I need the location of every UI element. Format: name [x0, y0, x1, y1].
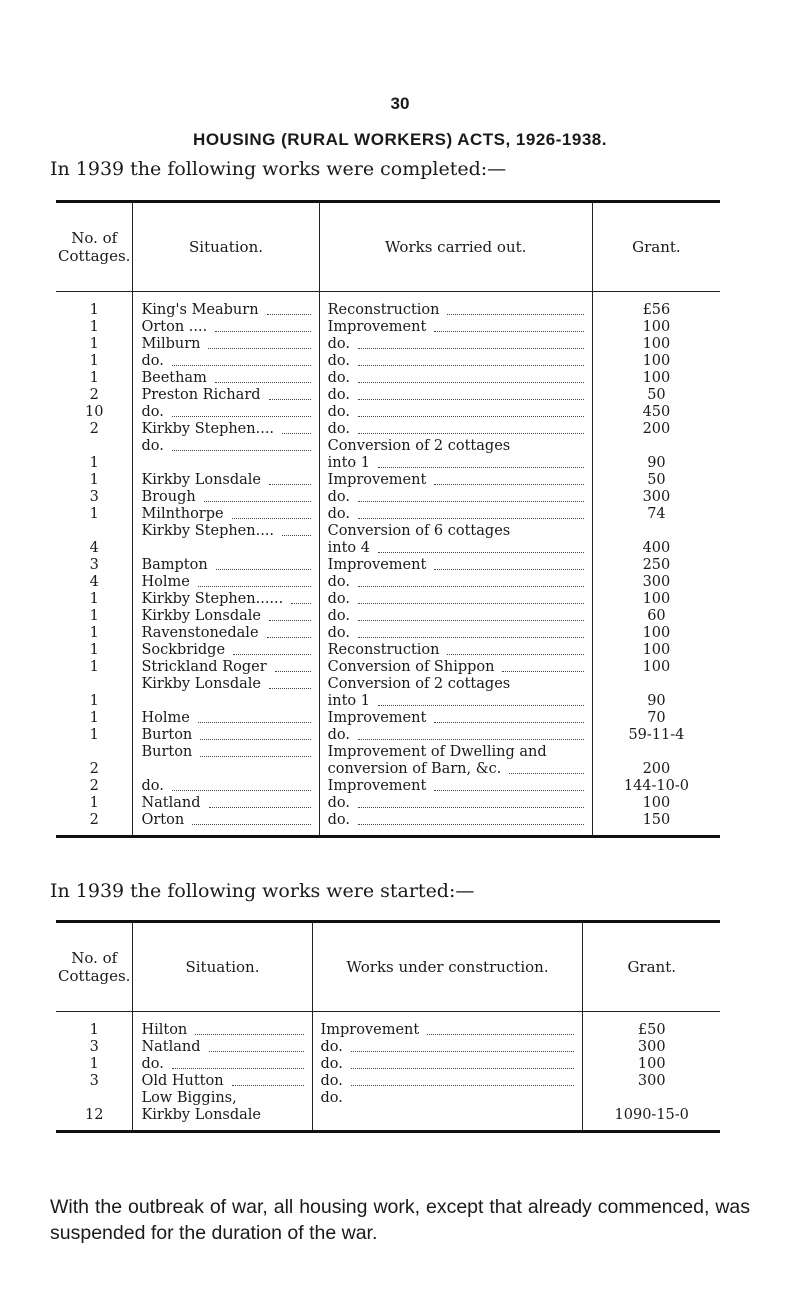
situation: Kirkby Stephen....: [133, 421, 319, 438]
situation: Strickland Roger: [133, 659, 319, 676]
col-header-no: No. of Cottages.: [56, 202, 133, 292]
situation: Ravenstonedale: [133, 625, 319, 642]
situation: Burton: [133, 744, 319, 761]
cottages-count: 1: [89, 302, 99, 318]
table-row: [56, 1090, 720, 1107]
table-row: [56, 506, 720, 523]
situation: Orton ....: [133, 319, 319, 336]
table-row: [56, 557, 720, 574]
works: Improvement: [319, 778, 592, 795]
works: do.: [319, 370, 592, 387]
col-header-situation: Situation.: [133, 202, 319, 292]
works: Improvement: [319, 472, 592, 489]
col-header-grant: Grant.: [592, 202, 720, 292]
cottages-count: 1: [89, 727, 99, 743]
table-row: [56, 336, 720, 353]
situation: Natland: [133, 795, 319, 812]
works: do.: [312, 1039, 583, 1056]
cottages-count: 4: [89, 540, 99, 556]
situation: Orton: [133, 812, 319, 829]
situation-continued: Kirkby Lonsdale: [133, 1107, 312, 1124]
works: do.: [319, 404, 592, 421]
cottages-count: 1: [89, 710, 99, 726]
works: Conversion of Shippon: [319, 659, 592, 676]
grant: 300: [583, 1073, 720, 1090]
grant: [592, 676, 720, 693]
grant: 90: [592, 455, 720, 472]
situation: do.: [133, 1056, 312, 1073]
table-row: [56, 574, 720, 591]
cottages-count: 1: [89, 336, 99, 352]
grant: 50: [592, 472, 720, 489]
situation: Holme: [133, 710, 319, 727]
started-works-table: [56, 920, 720, 1133]
table-row: [56, 608, 720, 625]
situation-continued: [133, 693, 319, 710]
grant: 200: [592, 421, 720, 438]
works: do.: [319, 608, 592, 625]
grant: 144-10-0: [592, 778, 720, 795]
completed-intro: In 1939 the following works were completed:—: [50, 158, 507, 180]
works: Reconstruction: [319, 302, 592, 319]
cottages-count: 1: [89, 319, 99, 335]
table-row: [56, 489, 720, 506]
cottages-count: 1: [89, 353, 99, 369]
completed-works-table: [56, 200, 720, 838]
table-row: [56, 472, 720, 489]
grant: 59-11-4: [592, 727, 720, 744]
table-row: [56, 1039, 720, 1056]
grant: [583, 1090, 720, 1107]
works: do.: [319, 421, 592, 438]
table-row: [56, 319, 720, 336]
table-row: [56, 744, 720, 761]
situation-continued: [133, 540, 319, 557]
table-row: [56, 302, 720, 319]
table-row: [56, 591, 720, 608]
cottages-count: 2: [89, 812, 99, 828]
cottages-count: [56, 676, 133, 693]
table-row: [56, 727, 720, 744]
situation: Old Hutton: [133, 1073, 312, 1090]
situation: Kirkby Lonsdale: [133, 676, 319, 693]
grant: 150: [592, 812, 720, 829]
works: Improvement: [312, 1022, 583, 1039]
cottages-count: 1: [89, 659, 99, 675]
situation: Brough: [133, 489, 319, 506]
works: do.: [319, 574, 592, 591]
works: Conversion of 6 cottages: [319, 523, 592, 540]
grant: 50: [592, 387, 720, 404]
grant: 200: [592, 761, 720, 778]
col-header-situation: Situation.: [133, 922, 312, 1012]
works-continued: into 1: [319, 455, 592, 472]
cottages-count: [56, 1090, 133, 1107]
grant: 70: [592, 710, 720, 727]
table-row-continued: [56, 1107, 720, 1124]
grant: 100: [592, 795, 720, 812]
grant: 1090-15-0: [583, 1107, 720, 1124]
table-row-continued: [56, 761, 720, 778]
cottages-count: 1: [89, 591, 99, 607]
works: do.: [319, 625, 592, 642]
cottages-count: [56, 438, 133, 455]
works: do.: [312, 1090, 583, 1107]
situation: Milburn: [133, 336, 319, 353]
grant: 400: [592, 540, 720, 557]
closing-paragraph: With the outbreak of war, all housing work, except that already commenced, was suspended for the duration of the war.: [50, 1196, 750, 1244]
works: do.: [319, 812, 592, 829]
works-continued: into 1: [319, 693, 592, 710]
situation: do.: [133, 438, 319, 455]
works: Reconstruction: [319, 642, 592, 659]
grant: £56: [592, 302, 720, 319]
table-row: [56, 710, 720, 727]
situation: Burton: [133, 727, 319, 744]
grant: [592, 523, 720, 540]
situation: do.: [133, 778, 319, 795]
situation-continued: [133, 761, 319, 778]
cottages-count: 10: [85, 404, 104, 420]
grant: 90: [592, 693, 720, 710]
grant: [592, 744, 720, 761]
cottages-count: 1: [89, 472, 99, 488]
works: Conversion of 2 cottages: [319, 676, 592, 693]
works: Improvement: [319, 557, 592, 574]
table-row: [56, 1022, 720, 1039]
started-intro: In 1939 the following works were started:—: [50, 880, 475, 902]
works: do.: [319, 795, 592, 812]
table-row: [56, 778, 720, 795]
grant: 300: [583, 1039, 720, 1056]
cottages-count: 1: [89, 625, 99, 641]
grant: 100: [592, 591, 720, 608]
situation: do.: [133, 404, 319, 421]
situation: Bampton: [133, 557, 319, 574]
situation: Preston Richard: [133, 387, 319, 404]
grant: 300: [592, 574, 720, 591]
table-row: [56, 523, 720, 540]
grant: [592, 438, 720, 455]
table-row: [56, 676, 720, 693]
works: do.: [319, 727, 592, 744]
grant: 300: [592, 489, 720, 506]
grant: 100: [583, 1056, 720, 1073]
table-row: [56, 1073, 720, 1090]
situation: Sockbridge: [133, 642, 319, 659]
grant: 250: [592, 557, 720, 574]
situation-continued: [133, 455, 319, 472]
grant: 100: [592, 625, 720, 642]
works-continued: [312, 1107, 583, 1124]
cottages-count: 1: [89, 370, 99, 386]
situation: King's Meaburn: [133, 302, 319, 319]
cottages-count: 1: [89, 608, 99, 624]
grant: 100: [592, 370, 720, 387]
cottages-count: 3: [89, 557, 99, 573]
cottages-count: [56, 523, 133, 540]
situation: Kirkby Lonsdale: [133, 608, 319, 625]
works: do.: [319, 489, 592, 506]
situation: Natland: [133, 1039, 312, 1056]
table-row: [56, 812, 720, 829]
works: do.: [312, 1056, 583, 1073]
cottages-count: 12: [85, 1107, 104, 1123]
grant: 450: [592, 404, 720, 421]
table-row-continued: [56, 540, 720, 557]
cottages-count: 1: [89, 1056, 99, 1072]
cottages-count: 3: [89, 1039, 99, 1055]
table-row: [56, 387, 720, 404]
works: do.: [319, 387, 592, 404]
cottages-count: 2: [89, 387, 99, 403]
col-header-works: Works under construction.: [312, 922, 583, 1012]
situation: Kirkby Stephen....: [133, 523, 319, 540]
table-row: [56, 625, 720, 642]
situation: Holme: [133, 574, 319, 591]
table-row-continued: [56, 693, 720, 710]
table-row: [56, 795, 720, 812]
table-row: [56, 353, 720, 370]
situation: Beetham: [133, 370, 319, 387]
cottages-count: 1: [89, 693, 99, 709]
cottages-count: 1: [89, 1022, 99, 1038]
situation: Kirkby Lonsdale: [133, 472, 319, 489]
table-row: [56, 370, 720, 387]
page-heading: HOUSING (RURAL WORKERS) ACTS, 1926-1938.: [193, 130, 607, 149]
situation: Milnthorpe: [133, 506, 319, 523]
col-header-grant: Grant.: [583, 922, 720, 1012]
cottages-count: 2: [89, 778, 99, 794]
works: do.: [319, 506, 592, 523]
grant: 100: [592, 353, 720, 370]
situation: Hilton: [133, 1022, 312, 1039]
table-row: [56, 659, 720, 676]
works: Conversion of 2 cottages: [319, 438, 592, 455]
grant: 74: [592, 506, 720, 523]
table-row: [56, 404, 720, 421]
table-row: [56, 1056, 720, 1073]
works: do.: [319, 336, 592, 353]
cottages-count: 1: [89, 642, 99, 658]
works-continued: conversion of Barn, &c.: [319, 761, 592, 778]
cottages-count: 1: [89, 506, 99, 522]
situation: Kirkby Stephen......: [133, 591, 319, 608]
grant: 100: [592, 336, 720, 353]
cottages-count: 2: [89, 761, 99, 777]
grant: 60: [592, 608, 720, 625]
works: Improvement: [319, 319, 592, 336]
table-row: [56, 438, 720, 455]
table-row: [56, 642, 720, 659]
works: do.: [319, 353, 592, 370]
col-header-works: Works carried out.: [319, 202, 592, 292]
works: do.: [312, 1073, 583, 1090]
table-row-continued: [56, 455, 720, 472]
grant: 100: [592, 642, 720, 659]
cottages-count: 2: [89, 421, 99, 437]
table-row: [56, 421, 720, 438]
works: do.: [319, 591, 592, 608]
situation: Low Biggins,: [133, 1090, 312, 1107]
situation: do.: [133, 353, 319, 370]
grant: 100: [592, 659, 720, 676]
works: Improvement: [319, 710, 592, 727]
cottages-count: 4: [89, 574, 99, 590]
cottages-count: 3: [89, 489, 99, 505]
cottages-count: 1: [89, 455, 99, 471]
grant: £50: [583, 1022, 720, 1039]
grant: 100: [592, 319, 720, 336]
page-number: 30: [390, 94, 410, 113]
col-header-no: No. of Cottages.: [56, 922, 133, 1012]
works-continued: into 4: [319, 540, 592, 557]
cottages-count: 1: [89, 795, 99, 811]
works: Improvement of Dwelling and: [319, 744, 592, 761]
cottages-count: 3: [89, 1073, 99, 1089]
cottages-count: [56, 744, 133, 761]
